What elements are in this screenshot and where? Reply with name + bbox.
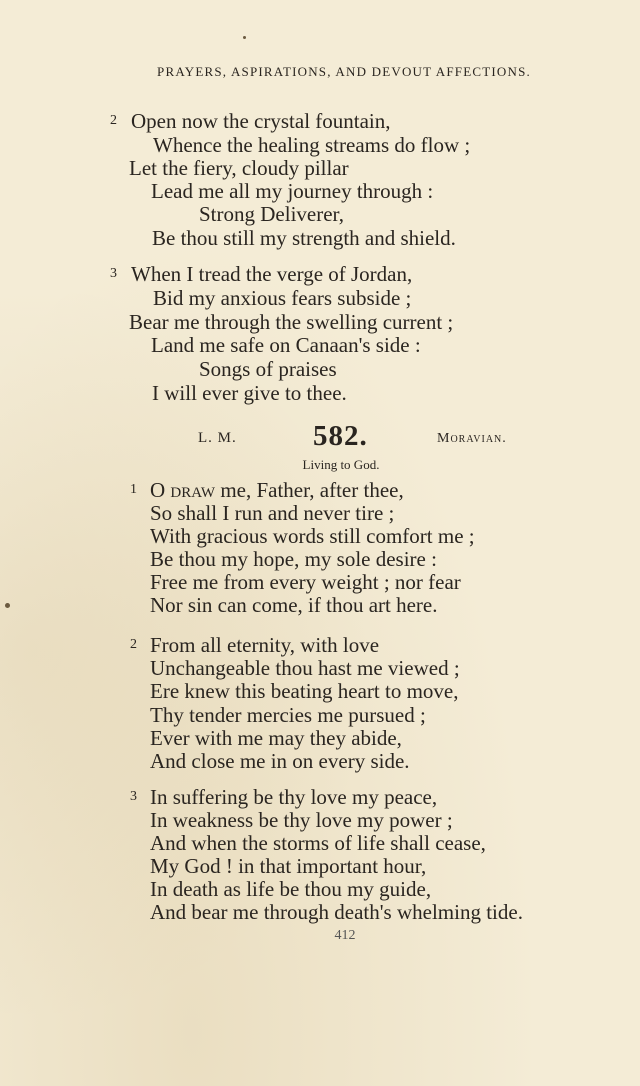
verse-line: Bear me through the swelling current ; [129,310,454,334]
stanza-number: 2 [110,113,117,128]
verse-line: Lead me all my journey through : [151,179,434,203]
verse-line: I will ever give to thee. [152,381,347,405]
hymn-tune: Moravian. [437,431,507,446]
verse-line: Be thou my hope, my sole desire : [150,547,437,571]
hymn-meter: L. M. [198,430,237,446]
verse-line: Songs of praises [199,357,337,381]
verse-line: And when the storms of life shall cease, [150,831,486,855]
verse-line: Nor sin can come, if thou art here. [150,593,438,617]
verse-line: Be thou still my strength and shield. [152,226,456,250]
first-word-small-caps: draw [170,478,216,502]
verse-line: Thy tender mercies me pursued ; [150,703,426,727]
hymn-number: 582. [313,420,368,452]
verse-line: Let the fiery, cloudy pillar [129,156,349,180]
verse-line: In suffering be thy love my peace, [150,785,438,809]
verse-line: When I tread the verge of Jordan, [131,262,413,286]
verse-line: And close me in on every side. [150,749,410,773]
verse-line: Ere knew this beating heart to move, [150,679,459,703]
stanza-number: 1 [130,482,137,497]
verse-line: Ever with me may they abide, [150,726,402,750]
verse-line: My God ! in that important hour, [150,854,427,878]
stanza-number: 3 [110,266,117,281]
verse-line: So shall I run and never tire ; [150,501,395,525]
hymn-heading [0,420,640,460]
verse-line: In weakness be thy love my power ; [150,808,453,832]
verse-line: Free me from every weight ; nor fear [150,570,461,594]
verse-line: Whence the healing streams do flow ; [153,133,471,157]
verse-line: Open now the crystal fountain, [131,109,391,133]
verse-line: From all eternity, with love [150,633,380,657]
page-number: 412 [334,928,356,943]
verse-line: Strong Deliverer, [199,202,344,226]
verse-line: With gracious words still comfort me ; [150,524,475,548]
verse-line: In death as life be thou my guide, [150,877,432,901]
running-head: PRAYERS, ASPIRATIONS, AND DEVOUT AFFECTIONS. [157,64,531,79]
verse-line: Bid my anxious fears subside ; [153,286,412,310]
first-line-rest: me, Father, after thee, [215,478,404,502]
verse-line: Land me safe on Canaan's side : [151,333,421,357]
verse-line-first [150,478,404,502]
stanza-number: 2 [130,637,137,652]
ink-speck [243,36,246,39]
first-word: O [150,478,166,502]
verse-line: Unchangeable thou hast me viewed ; [150,656,460,680]
ink-speck [5,603,10,608]
verse-line: And bear me through death's whelming tide. [150,900,523,924]
stanza-number: 3 [130,789,137,804]
hymn-subtitle: Living to God. [302,457,380,472]
